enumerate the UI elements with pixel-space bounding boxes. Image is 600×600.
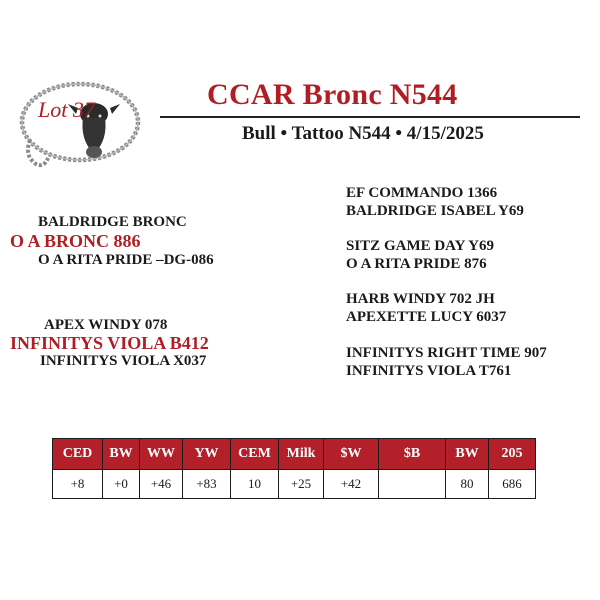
great-grandparent: EF COMMANDO 1366 [346,185,498,201]
epd-value-actual-bw: 80 [446,470,489,499]
great-grandparent: HARB WINDY 702 JH [346,291,495,307]
great-grandparent: INFINITYS VIOLA T761 [346,363,512,379]
epd-header-dollar-b: $B [379,439,446,470]
great-grandparent: SITZ GAME DAY Y69 [346,238,494,254]
rope-lasso-cow-head-icon [18,78,146,174]
great-grandparent: O A RITA PRIDE 876 [346,256,487,272]
epd-value-dollar-w: +42 [324,470,379,499]
epd-header-bw: BW [103,439,140,470]
epd-value-dollar-b [379,470,446,499]
epd-value-milk: +25 [279,470,324,499]
sire-sire: BALDRIDGE BRONC [38,214,187,230]
dam-dam: INFINITYS VIOLA X037 [40,353,207,369]
animal-title: CCAR Bronc N544 [207,78,458,111]
epd-header-205: 205 [489,439,536,470]
epd-value-yw: +83 [183,470,231,499]
epd-table [52,438,536,499]
lot-label: Lot 37 [38,97,95,122]
epd-value-205: 686 [489,470,536,499]
epd-header-milk: Milk [279,439,324,470]
epd-header-ww: WW [140,439,183,470]
animal-subtitle: Bull • Tattoo N544 • 4/15/2025 [242,123,484,144]
epd-header-actual-bw: BW [446,439,489,470]
lot-logo [18,78,146,174]
great-grandparent: APEXETTE LUCY 6037 [346,309,507,325]
sire-name: O A BRONC 886 [10,231,141,251]
great-grandparent: BALDRIDGE ISABEL Y69 [346,203,524,219]
epd-value-bw: +0 [103,470,140,499]
epd-header-dollar-w: $W [324,439,379,470]
title-divider [160,116,580,118]
dam-name: INFINITYS VIOLA B412 [10,333,209,353]
epd-value-row [53,470,536,499]
sire-dam: O A RITA PRIDE –DG-086 [38,252,214,268]
epd-header-cem: CEM [231,439,279,470]
epd-value-ced: +8 [53,470,103,499]
dam-sire: APEX WINDY 078 [44,317,168,333]
epd-header-yw: YW [183,439,231,470]
epd-header-ced: CED [53,439,103,470]
epd-value-cem: 10 [231,470,279,499]
great-grandparent: INFINITYS RIGHT TIME 907 [346,345,547,361]
epd-header-row [53,439,536,470]
epd-value-ww: +46 [140,470,183,499]
